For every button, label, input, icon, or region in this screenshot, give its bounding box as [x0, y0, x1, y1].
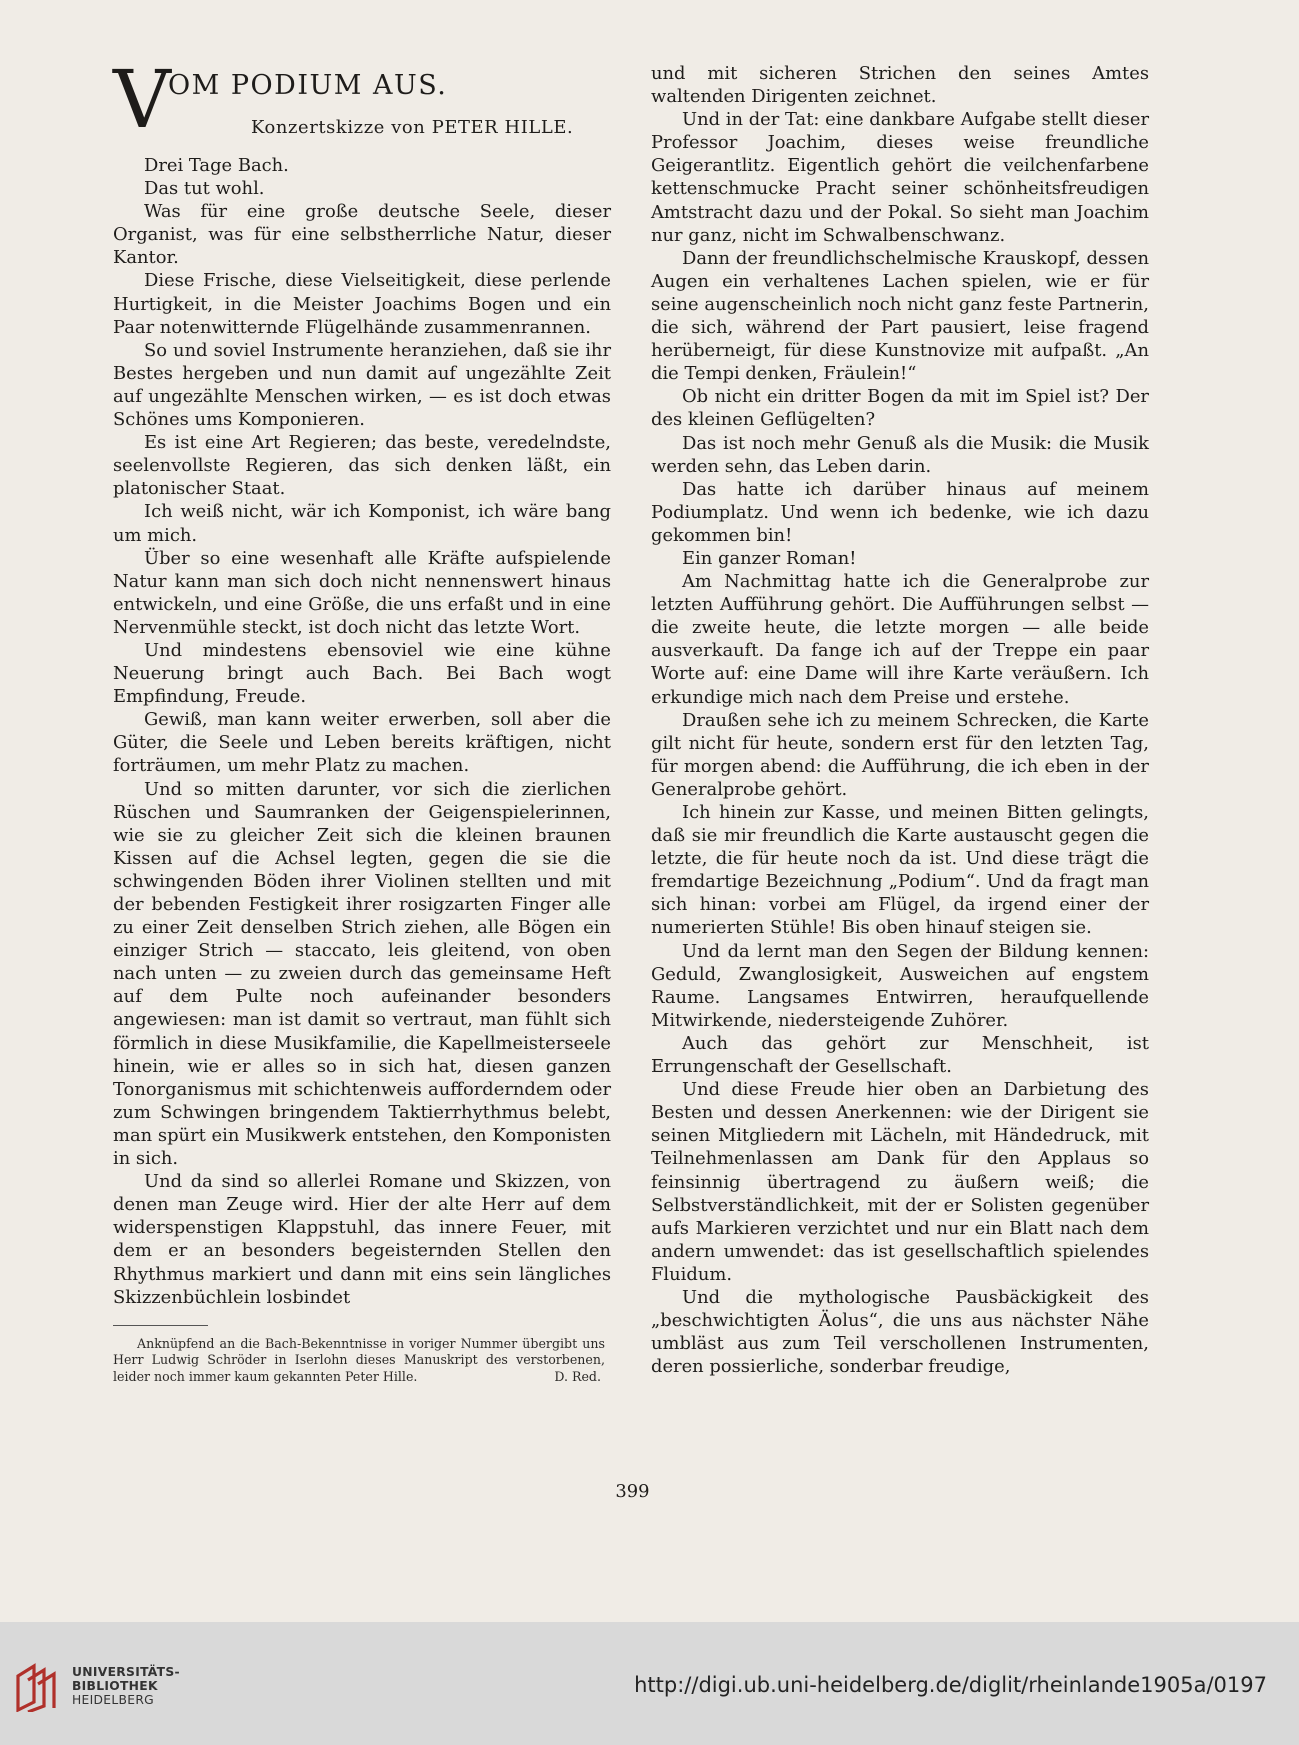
- page-number: 399: [615, 1481, 650, 1502]
- article-header: [113, 53, 611, 154]
- paragraph: Über so eine wesenhaft alle Kräfte aufspielende Natur kann man sich doch nicht nennenswert hinaus entwickeln, und eine Größe, die uns erfaßt und in eine Nervenmühle steckt, ist doch nicht das letzte Wort.: [113, 547, 611, 638]
- paragraph: Es ist eine Art Regieren; das beste, veredelndste, seelenvollste Regieren, das sich denken läßt, ein platonischer Staat.: [113, 432, 611, 500]
- paragraph: So und soviel Instrumente heranziehen, daß sie ihr Bestes hergeben und nun damit auf ungezählte Zeit auf ungezählte Menschen wirken, — es ist doch etwas Schönes ums Komponieren.: [113, 339, 611, 431]
- paragraph: Ich weiß nicht, wär ich Komponist, ich wäre bang um mich.: [113, 501, 611, 546]
- paragraph: Und in der Tat: eine dankbare Aufgabe stellt dieser Professor Joachim, dieses weise freundliche Geigerantlitz. Eigentlich gehört die veilchenfarbene kettenschmucke Pracht seiner schönheitsfreudigen Amtstracht dazu und der Pokal. So sieht man Joachim nur ganz, nicht im Schwalbenschwanz.: [651, 109, 1149, 246]
- paragraph: Und da sind so allerlei Romane und Skizzen, von denen man Zeuge wird. Hier der alte Herr auf dem widerspenstigen Klappstuhl, das innere Feuer, mit dem er an besonders begeisternden Stellen den Rhythmus markiert und dann mit eins sein längliches Skizzenbüchlein losbindet: [113, 1171, 611, 1308]
- paragraph: Ob nicht ein dritter Bogen da mit im Spiel ist? Der des kleinen Geflügelten?: [651, 386, 1149, 431]
- drop-cap: V: [113, 53, 171, 146]
- library-name-line1: UNIVERSITÄTS-: [72, 1665, 180, 1679]
- paragraph: Das tut wohl.: [144, 178, 265, 200]
- paragraph: Gewiß, man kann weiter erwerben, soll aber die Güter, die Seele und Leben bereits kräftigen, nicht forträumen, um mehr Platz zu machen.: [113, 709, 611, 777]
- paragraph: Ich hinein zur Kasse, und meinen Bitten gelingts, daß sie mir freundlich die Karte austauscht gegen die letzte, die für heute noch da ist. Und diese trägt die fremdartige Bezeichnung „Podium“. Und da fragt man sich hinan: vorbei am Flügel, da irgend einer der numerierten Stühle! Bis oben hinauf steigen sie.: [651, 802, 1149, 939]
- paragraph: Und mindestens ebensoviel wie eine kühne Neuerung bringt auch Bach. Bei Bach wogt Empfindung, Freude.: [113, 639, 611, 708]
- footnote: [113, 1336, 611, 1385]
- library-name: [72, 1665, 180, 1707]
- paragraph: Am Nachmittag hatte ich die Generalprobe zur letzten Aufführung gehört. Die Aufführungen selbst — die zweite heute, die letzte morgen — alle beide ausverkauft. Da fange ich auf der Treppe ein paar Worte auf: eine Dame will ihre Karte veräußern. Ich erkundige mich nach dem Preise und erstehe.: [651, 571, 1149, 708]
- library-name-line2: BIBLIOTHEK: [72, 1679, 158, 1693]
- footnote-divider: [113, 1325, 208, 1326]
- paragraph: Und da lernt man den Segen der Bildung kennen: Geduld, Zwanglosigkeit, Ausweichen auf engstem Raume. Langsames Entwirren, heraufquellende Mitwirkende, niedersteigende Zuhörer.: [651, 940, 1149, 1031]
- paragraph: Drei Tage Bach.: [144, 155, 289, 176]
- right-column: [651, 62, 1149, 1378]
- paragraph: Diese Frische, diese Vielseitigkeit, diese perlende Hurtigkeit, in die Meister Joachims Bogen und ein Paar notenwitternde Flügelhände zusammenrannen.: [113, 270, 611, 338]
- paragraph: Das hatte ich darüber hinaus auf meinem Podiumplatz. Und wenn ich bedenke, wie ich dazu gekommen bin!: [651, 478, 1149, 546]
- paragraph: Dann der freundlichschelmische Krauskopf, dessen Augen ein verhaltenes Lachen spielen, wie er für seine augenscheinlich noch nicht ganz feste Partnerin, die sich, während der Part pausiert, leise fragend herüberneigt, für diese Kunstnovize mit aufpaßt. „An die Tempi denken, Fräulein!“: [651, 247, 1149, 385]
- library-footer: [0, 1622, 1299, 1745]
- paragraph: Auch das gehört zur Menschheit, ist Errungenschaft der Gesellschaft.: [651, 1032, 1149, 1078]
- paragraph: Das ist noch mehr Genuß als die Musik: die Musik werden sehn, das Leben darin.: [651, 432, 1149, 477]
- library-name-line3: HEIDELBERG: [72, 1693, 155, 1707]
- paragraph: Und diese Freude hier oben an Darbietung des Besten und dessen Anerkennen: wie der Dirigent sie seinen Mitgliedern mit Lächeln, mit Händedruck, mit Teilnehmenlassen am Dank für den Applaus so feinsinnig übertragend zu äußern weiß; die Selbstverständlichkeit, mit der er Solisten gegenüber aufs Markieren verzichtet und nur ein Blatt nach dem andern umwendet: das ist gesellschaftlich spielendes Fluidum.: [651, 1079, 1149, 1285]
- library-logo-icon: [14, 1662, 62, 1712]
- paragraph: Draußen sehe ich zu meinem Schrecken, die Karte gilt nicht für heute, sondern erst für den letzten Tag, für morgen abend: die Aufführung, die ich eben in der Generalprobe gehört.: [651, 709, 1149, 800]
- paragraph: Und die mythologische Pausbäckigkeit des „beschwichtigten Äolus“, die uns aus nächster Nähe umbläst aus zum Teil verschollenen Instrumenten, deren possierliche, sonderbar freudige,: [651, 1286, 1149, 1378]
- paragraph: Ein ganzer Roman!: [682, 547, 857, 569]
- paragraph: und mit sicheren Strichen den seines Amtes waltenden Dirigenten zeichnet.: [651, 63, 1149, 108]
- left-column: [113, 53, 611, 1385]
- footnote-signature: D. Red.: [554, 1368, 601, 1384]
- article-subtitle: Konzertskizze von PETER HILLE.: [251, 117, 574, 138]
- article-title: OM PODIUM AUS.: [168, 70, 448, 101]
- footnote-text: Anknüpfend an die Bach-Bekenntnisse in voriger Nummer übergibt uns Herr Ludwig Schröder in Iserlohn dieses Manuskript des verstorbenen, leider noch immer kaum gekannten Peter Hille.: [113, 1335, 605, 1384]
- permalink-url[interactable]: http://digi.ub.uni-heidelberg.de/diglit/rheinlande1905a/0197: [634, 1673, 1267, 1697]
- paragraph: Was für eine große deutsche Seele, dieser Organist, was für eine selbstherrliche Natur, dieser Kantor.: [113, 201, 611, 269]
- paragraph: Und so mitten darunter, vor sich die zierlichen Rüschen und Saumranken der Geigenspielerinnen, wie sie zu gleicher Zeit sich die kleinen braunen Kissen auf die Achsel legten, gegen die sie die schwingenden Böden ihrer Violinen stellten und mit der bebenden Festigkeit ihrer rosigzarten Finger alle zu einer Zeit denselben Strich ziehen, alle Bögen ein einziger Strich — staccato, leis gleitend, von oben nach unten — zu zweien durch das gemeinsame Heft auf dem Pulte noch aufeinander besonders angewiesen: man ist damit so vertraut, man fühlt sich förmlich in diese Musikfamilie, die Kapellmeisterseele hinein, wie er alles so in sich hat, diesen ganzen Tonorganismus mit schichtenweis aufforderndem oder zum Schwingen bringendem Taktierrhythmus belebt, man spürt ein Musikwerk entstehen, den Komponisten in sich.: [113, 778, 611, 1170]
